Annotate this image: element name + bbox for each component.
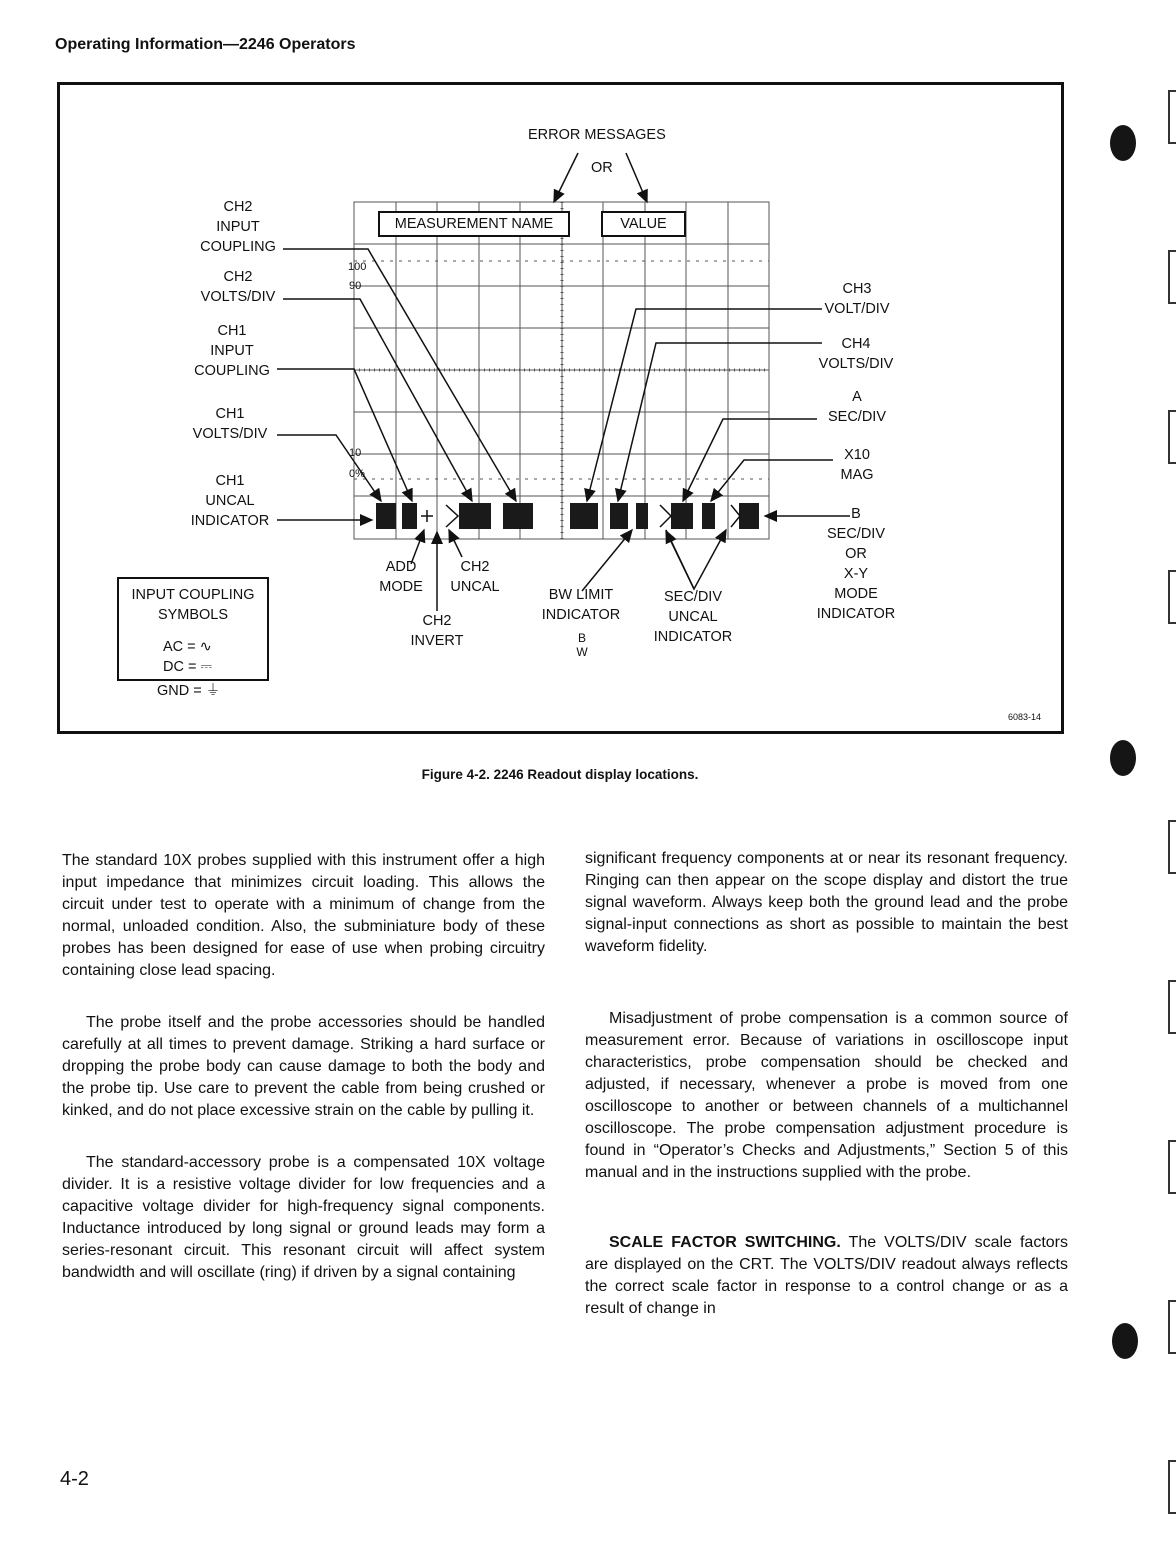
margin-bracket bbox=[1168, 1460, 1176, 1514]
figure-caption: Figure 4-2. 2246 Readout display locations. bbox=[421, 767, 699, 782]
page-number: 4-2 bbox=[60, 1468, 89, 1490]
label-a-sec-div: A SEC/DIV bbox=[827, 389, 886, 425]
value-box: VALUE bbox=[601, 211, 686, 237]
margin-bracket bbox=[1168, 980, 1176, 1034]
label-sec-div-uncal: SEC/DIV UNCAL INDICATOR bbox=[653, 589, 733, 645]
margin-bracket bbox=[1168, 1300, 1176, 1354]
label-ch2-input-coupling: CH2 INPUT COUPLING bbox=[200, 199, 276, 255]
label-ch1-volts-div: CH1 VOLTS/DIV bbox=[192, 406, 268, 442]
binder-hole-mark bbox=[1112, 1323, 1138, 1359]
scale-factor-heading: SCALE FACTOR SWITCHING. bbox=[609, 1234, 841, 1251]
paragraph: The probe itself and the probe accessories should be handled carefully at all times to prevent damage. Striking a hard surface or dropping the probe body can cause damage to both the body and the probe tip. Use care to prevent the cable from being crushed or kinked, and do not place excessive strain on the cable by pulling it. bbox=[62, 1014, 545, 1119]
label-add-mode: ADD MODE bbox=[379, 559, 423, 595]
label-ch2-uncal: CH2 UNCAL bbox=[450, 559, 500, 595]
ch1-volts-block bbox=[402, 503, 417, 529]
label-b-sec-div: B SEC/DIV OR X-Y MODE INDICATOR bbox=[816, 506, 896, 622]
figure-frame bbox=[57, 82, 1064, 734]
measurement-name-box: MEASUREMENT NAME bbox=[378, 211, 570, 237]
legend-gnd: GND = ⏚ bbox=[157, 683, 221, 699]
scale-factor-text: The VOLTS/DIV scale factors are displayed on the CRT. The VOLTS/DIV readout always reflects the correct scale factor in response to a control change or as a result of change in bbox=[585, 1234, 1069, 1317]
ch4-block bbox=[636, 503, 648, 529]
paragraph: The standard 10X probes supplied with this instrument offer a high input impedance that minimizes circuit loading. This allows the circuit under test to operate with a minimum of change from the normal, unloaded condition. Also, the subminiature body of these probes has been designed for ease of use when probing circuitry containing close lead spacing. bbox=[62, 852, 545, 979]
label-bw-symbol: B W bbox=[576, 631, 588, 659]
ch1-uncal-block bbox=[376, 503, 396, 529]
label-x10-mag: X10 MAG bbox=[840, 447, 874, 483]
mark-0: 0% bbox=[349, 468, 365, 480]
bw-block bbox=[570, 503, 598, 529]
legend-title: INPUT COUPLING SYMBOLS bbox=[131, 587, 255, 623]
or-label: OR bbox=[591, 160, 613, 176]
input-coupling-legend bbox=[117, 577, 269, 699]
label-bw-limit: BW LIMIT INDICATOR bbox=[541, 587, 621, 623]
crt-graticule bbox=[354, 202, 769, 539]
label-ch2-volts-div: CH2 VOLTS/DIV bbox=[200, 269, 276, 305]
label-ch4-volts-div: CH4 VOLTS/DIV bbox=[818, 336, 894, 372]
label-ch2-invert: CH2 INVERT bbox=[410, 613, 464, 649]
margin-bracket bbox=[1168, 570, 1176, 624]
mark-100: 100 bbox=[348, 261, 367, 273]
x10-block bbox=[702, 503, 715, 529]
label-ch3-volt-div: CH3 VOLT/DIV bbox=[824, 281, 890, 317]
paragraph: The standard-accessory probe is a compensated 10X voltage divider. It is a resistive voltage divider for low frequencies and a capacitive voltage divider for high-frequency signal components. Inductance introduced by long signal or ground leads may form a series-resonant circuit. This resonant circuit will affect system bandwidth and will oscillate (ring) if driven by a signal containing bbox=[62, 1154, 545, 1281]
legend-dc: DC = ⎓ bbox=[163, 659, 213, 675]
a-sec-block bbox=[671, 503, 693, 529]
paragraph: significant frequency components at or near its resonant frequency. Ringing can then appear on the scope display and distort the true signal waveform. Always keep both the ground lead and the probe signal-input connections as short as possible to maintain the best waveform fidelity. bbox=[585, 850, 1068, 955]
binder-hole-mark bbox=[1110, 125, 1136, 161]
ch2-volts-block bbox=[503, 503, 533, 529]
running-head: Operating Information—2246 Operators bbox=[55, 36, 356, 53]
left-column bbox=[62, 850, 545, 1314]
margin-bracket bbox=[1168, 410, 1176, 464]
ch3-block bbox=[610, 503, 628, 529]
margin-bracket bbox=[1168, 90, 1176, 144]
margin-bracket bbox=[1168, 1140, 1176, 1194]
mark-90: 90 bbox=[349, 280, 362, 292]
right-column bbox=[585, 848, 1068, 1350]
readout-blocks bbox=[376, 503, 759, 529]
ch2-coupling-block bbox=[459, 503, 491, 529]
error-messages-label: ERROR MESSAGES bbox=[528, 127, 666, 143]
mark-10: 10 bbox=[349, 447, 362, 459]
scale-factor-paragraph bbox=[585, 1232, 1068, 1320]
b-sec-block bbox=[739, 503, 759, 529]
legend-ac: AC = ∿ bbox=[163, 639, 212, 655]
margin-bracket bbox=[1168, 250, 1176, 304]
binder-hole-mark bbox=[1110, 740, 1136, 776]
figure-id: 6083-14 bbox=[1008, 712, 1042, 722]
label-ch1-uncal: CH1 UNCAL INDICATOR bbox=[190, 473, 270, 529]
margin-bracket bbox=[1168, 820, 1176, 874]
label-ch1-input-coupling: CH1 INPUT COUPLING bbox=[194, 323, 270, 379]
paragraph: Misadjustment of probe compensation is a common source of measurement error. Because of variations in oscilloscope input characteristics, probe compensation should be checked and adjusted, if necessary, whenever a probe is moved from one oscilloscope to another or between channels of a multichannel oscilloscope. The probe compensation adjustment procedure is found in “Operator’s Checks and Adjustments,” Section 5 of this manual and in the instructions supplied with the probe. bbox=[585, 1010, 1068, 1181]
